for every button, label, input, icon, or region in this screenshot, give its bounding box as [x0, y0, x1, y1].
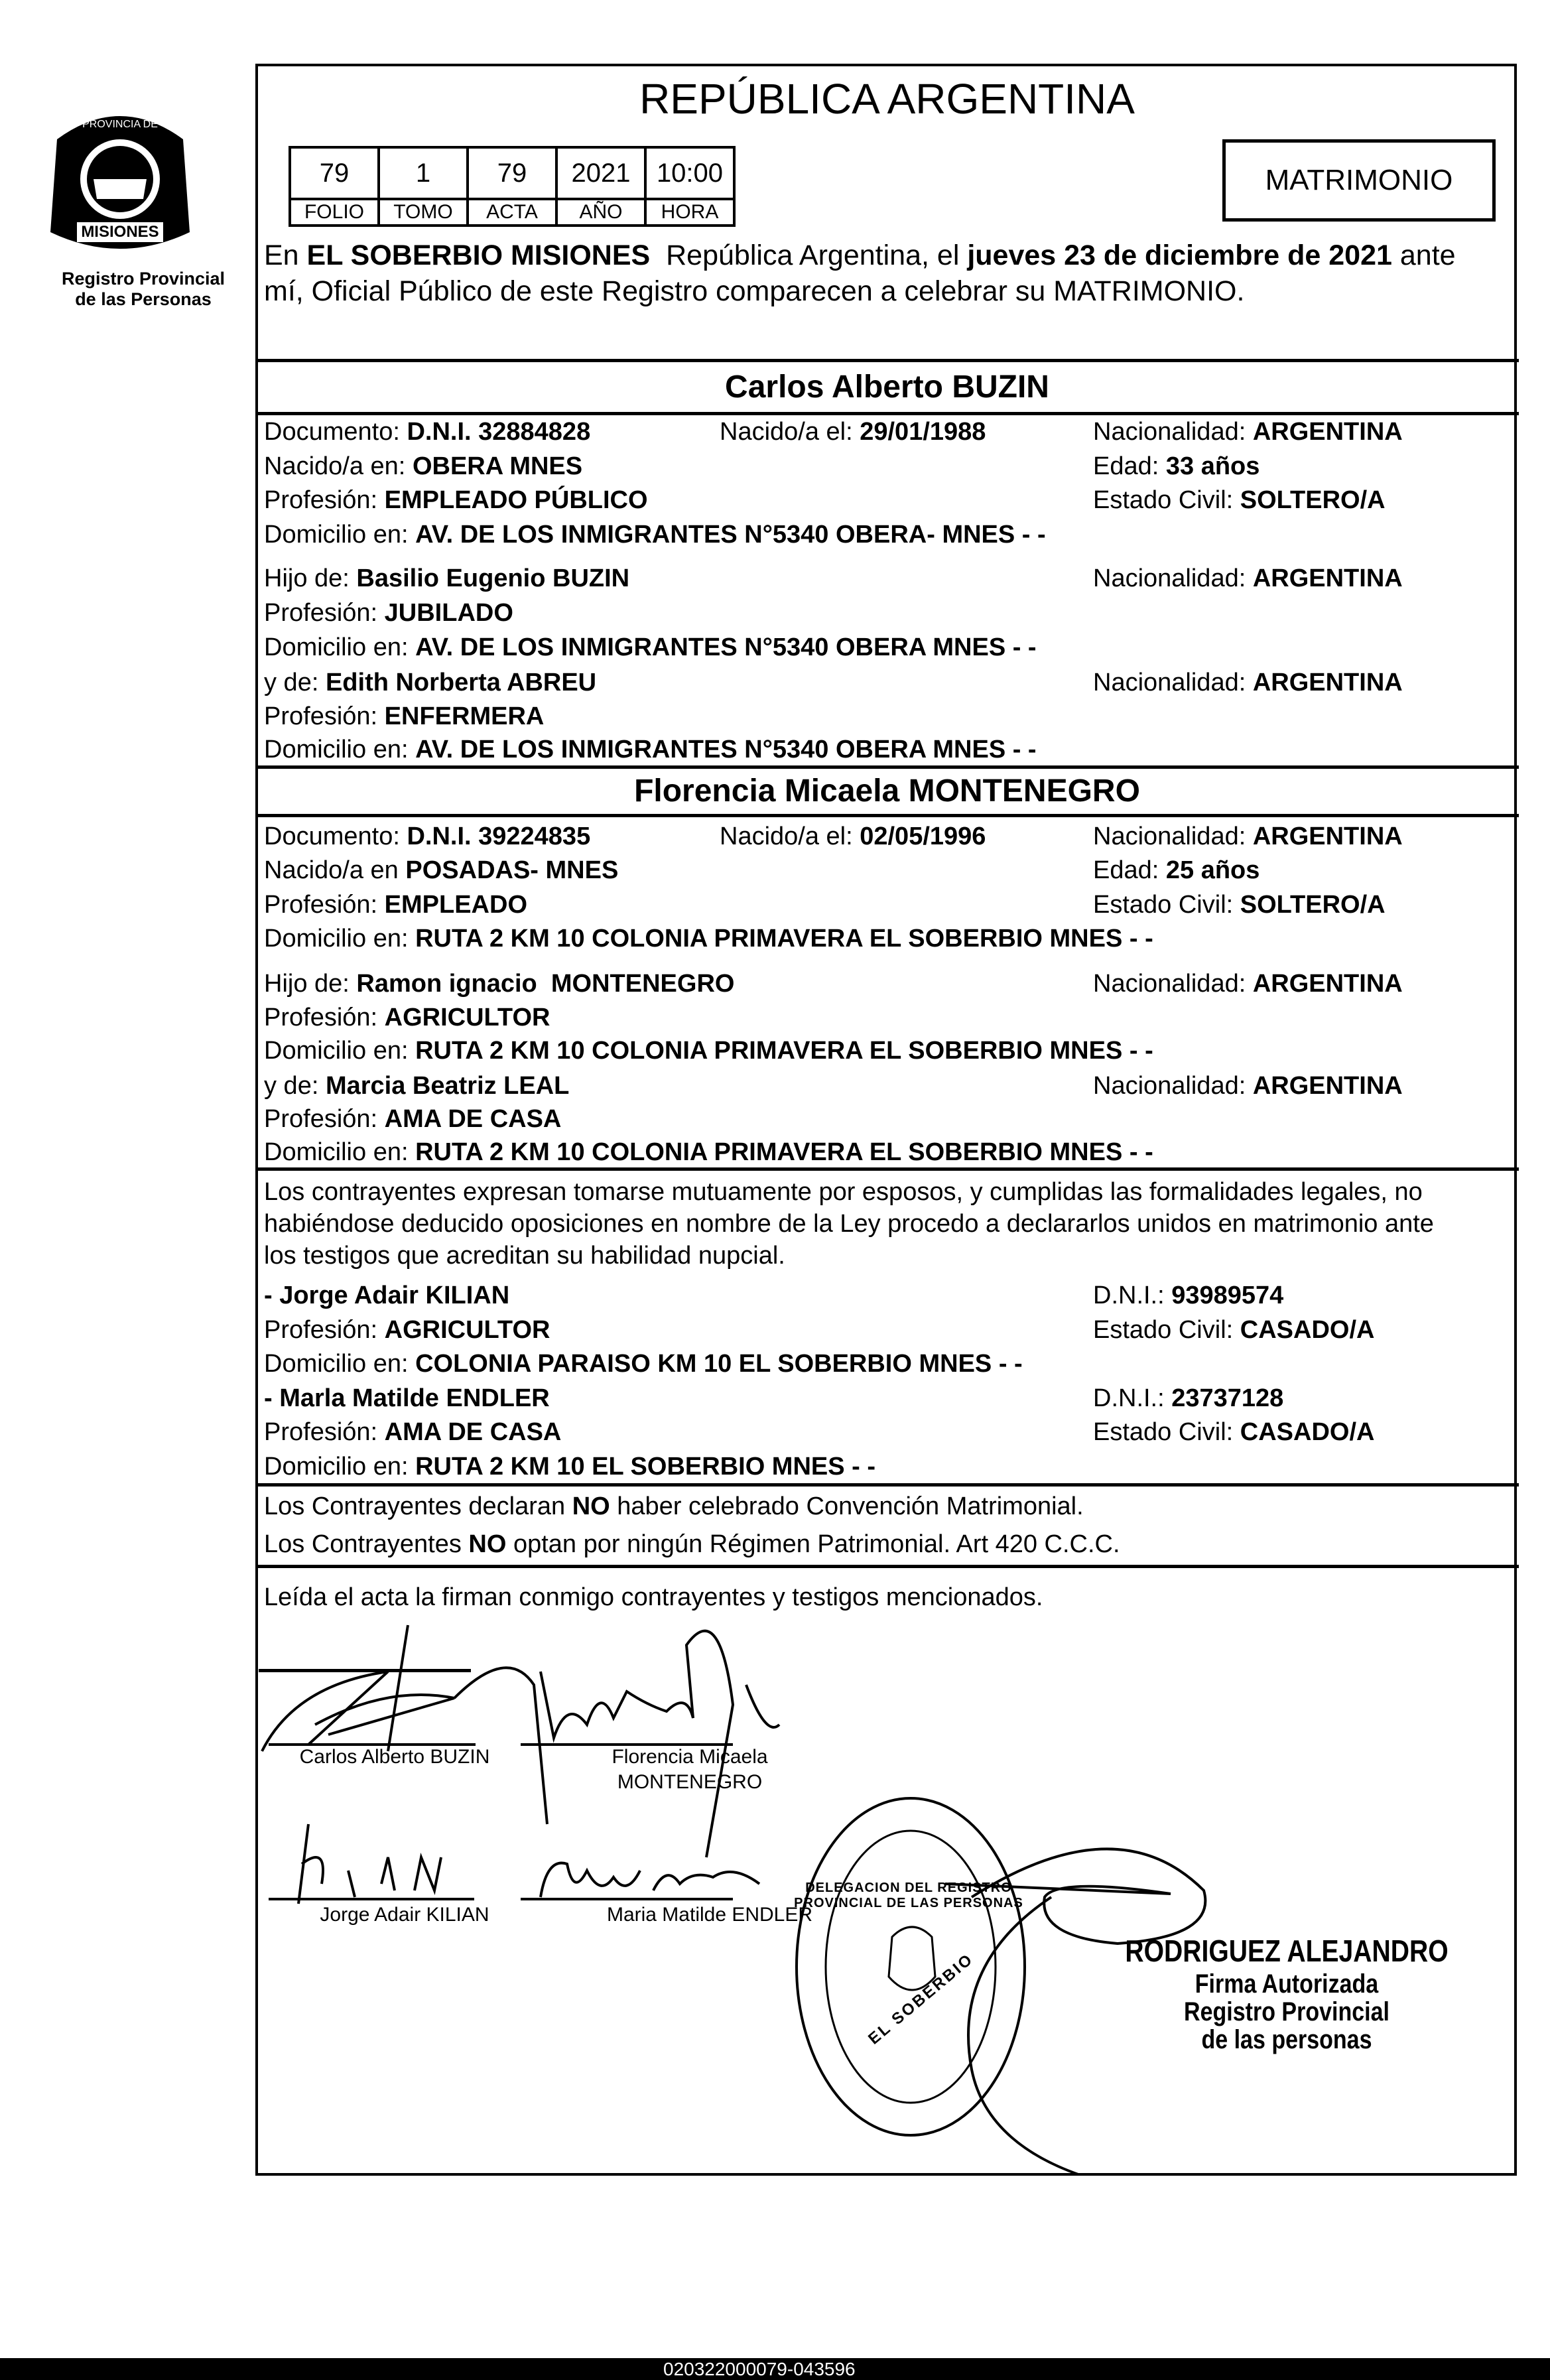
spouse2-birthdate: Nacido/a el: 02/05/1996 [720, 823, 986, 850]
witness2-civil-status: Estado Civil: CASADO/A [1093, 1418, 1375, 1446]
document-code: 020322000079-043596 [663, 2359, 856, 2379]
hora-value: 10:00 [645, 147, 734, 199]
spouse2-age: Edad: 25 años [1093, 856, 1260, 884]
act-type-box: MATRIMONIO [1222, 139, 1496, 222]
svg-text:MISIONES: MISIONES [81, 223, 159, 241]
ano-label: AÑO [556, 199, 645, 226]
official-name: RODRIGUEZ ALEJANDRO [1125, 1934, 1449, 1968]
misiones-seal-icon [31, 99, 210, 265]
logo-caption: de las Personas [75, 289, 212, 309]
spouse2-mother-address: Domicilio en: RUTA 2 KM 10 COLONIA PRIMAVERA EL SOBERBIO MNES - - [264, 1138, 1153, 1166]
spouse2-father-profession: Profesión: AGRICULTOR [264, 1004, 550, 1031]
witness2-address: Domicilio en: RUTA 2 KM 10 EL SOBERBIO MNES - - [264, 1453, 876, 1481]
stamp-inner-text: EL SOBERBIO [865, 1950, 978, 2048]
spouse1-documento: Documento: D.N.I. 32884828 [264, 418, 591, 446]
spouse2-documento: Documento: D.N.I. 39224835 [264, 823, 591, 850]
signature-label-buzin: Carlos Alberto BUZIN [299, 1746, 490, 1768]
witness1-dni: D.N.I.: 93989574 [1093, 1282, 1284, 1309]
spouse1-father-nationality: Nacionalidad: ARGENTINA [1093, 564, 1403, 592]
spouse2-profession: Profesión: EMPLEADO [264, 891, 528, 919]
divider [255, 765, 1519, 769]
spouse1-name: Carlos Alberto BUZIN [725, 369, 1049, 405]
intro-line-2: mí, Oficial Público de este Registro comparecen a celebrar su MATRIMONIO. [264, 275, 1245, 307]
spouse2-mother: y de: Marcia Beatriz LEAL [264, 1072, 570, 1100]
signature-buzin [262, 1625, 454, 1751]
divider [255, 1167, 1519, 1171]
footer-bar [0, 2358, 1550, 2380]
spouse1-father-profession: Profesión: JUBILADO [264, 599, 513, 627]
folio-label: FOLIO [290, 199, 379, 226]
signature-kilian [298, 1824, 441, 1904]
spouse1-age: Edad: 33 años [1093, 452, 1260, 480]
spouse2-civil-status: Estado Civil: SOLTERO/A [1093, 891, 1386, 919]
witness1-civil-status: Estado Civil: CASADO/A [1093, 1316, 1375, 1344]
signature-label-kilian: Jorge Adair KILIAN [320, 1904, 489, 1926]
spouse2-father-address: Domicilio en: RUTA 2 KM 10 COLONIA PRIMAVERA EL SOBERBIO MNES - - [264, 1037, 1153, 1065]
declaration-line-2: habiéndose deducido oposiciones en nombre de la Ley procedo a declararlos unidos en matrimonio ante [264, 1210, 1434, 1238]
spouse1-civil-status: Estado Civil: SOLTERO/A [1093, 486, 1386, 514]
divider [255, 1565, 1519, 1568]
spouse2-father-nationality: Nacionalidad: ARGENTINA [1093, 970, 1403, 998]
spouse2-nationality: Nacionalidad: ARGENTINA [1093, 823, 1403, 850]
signature-label-endler: Maria Matilde ENDLER [606, 1904, 813, 1926]
hora-label: HORA [645, 199, 734, 226]
witness1-address: Domicilio en: COLONIA PARAISO KM 10 EL SOBERBIO MNES - - [264, 1350, 1023, 1378]
spouse2-address: Domicilio en: RUTA 2 KM 10 COLONIA PRIMAVERA EL SOBERBIO MNES - - [264, 925, 1153, 953]
spouse1-father-address: Domicilio en: AV. DE LOS INMIGRANTES N°5340 OBERA MNES - - [264, 633, 1037, 661]
witness1-name: - Jorge Adair KILIAN [264, 1282, 510, 1309]
divider [255, 412, 1519, 415]
witness1-profession: Profesión: AGRICULTOR [264, 1316, 550, 1344]
witness2-name: - Marla Matilde ENDLER [264, 1384, 550, 1412]
declaration-line-1: Los contrayentes expresan tomarse mutuamente por esposos, y cumplidas las formalidades legales, no [264, 1178, 1423, 1206]
acta-label: ACTA [468, 199, 556, 226]
spouse1-mother-profession: Profesión: ENFERMERA [264, 702, 545, 730]
spouse1-address: Domicilio en: AV. DE LOS INMIGRANTES N°5340 OBERA- MNES - - [264, 521, 1046, 549]
stamp-text: DELEGACION DEL REGISTRO PROVINCIAL DE LAS PERSONAS [794, 1881, 1023, 1910]
spouse1-birthdate: Nacido/a el: 29/01/1988 [720, 418, 986, 446]
official-registry: Registro Provincial [1184, 1997, 1389, 2026]
spouse2-name: Florencia Micaela MONTENEGRO [634, 773, 1140, 809]
stamp-outer [797, 1798, 1025, 2135]
tomo-value: 1 [379, 147, 468, 199]
spouse2-father: Hijo de: Ramon ignacio MONTENEGRO [264, 970, 735, 998]
closing-text: Leída el acta la firman conmigo contrayentes y testigos mencionados. [264, 1583, 1043, 1611]
folio-value: 79 [290, 147, 379, 199]
tomo-label: TOMO [379, 199, 468, 226]
witness2-profession: Profesión: AMA DE CASA [264, 1418, 562, 1446]
spouse1-mother-nationality: Nacionalidad: ARGENTINA [1093, 669, 1403, 696]
intro-line-1: En EL SOBERBIO MISIONES República Argentina, el jueves 23 de diciembre de 2021 ante [264, 239, 1456, 271]
registry-table [289, 146, 736, 227]
regime-line-2: Los Contrayentes NO optan por ningún Régimen Patrimonial. Art 420 C.C.C. [264, 1530, 1120, 1558]
witness2-dni: D.N.I.: 23737128 [1093, 1384, 1284, 1412]
signature-label-montenegro: Florencia Micaela [612, 1746, 768, 1768]
divider [255, 359, 1519, 362]
official-registry-2: de las personas [1201, 2025, 1372, 2054]
official-title: Firma Autorizada [1195, 1969, 1379, 1999]
spouse1-profession: Profesión: EMPLEADO PÚBLICO [264, 486, 648, 514]
acta-value: 79 [468, 147, 556, 199]
page-title: REPÚBLICA ARGENTINA [639, 75, 1135, 123]
spouse2-mother-nationality: Nacionalidad: ARGENTINA [1093, 1072, 1403, 1100]
divider [255, 814, 1519, 817]
spouse1-birthplace: Nacido/a en: OBERA MNES [264, 452, 583, 480]
spouse2-birthplace: Nacido/a en POSADAS- MNES [264, 856, 619, 884]
ano-value: 2021 [556, 147, 645, 199]
registry-logo [31, 99, 226, 309]
svg-text:PROVINCIA DE: PROVINCIA DE [82, 119, 158, 130]
spouse1-father: Hijo de: Basilio Eugenio BUZIN [264, 564, 630, 592]
spouse1-mother-address: Domicilio en: AV. DE LOS INMIGRANTES N°5340 OBERA MNES - - [264, 736, 1037, 763]
signature-endler [541, 1863, 759, 1897]
spouse1-mother: y de: Edith Norberta ABREU [264, 669, 597, 696]
spouse1-nationality: Nacionalidad: ARGENTINA [1093, 418, 1403, 446]
regime-line-1: Los Contrayentes declaran NO haber celebrado Convención Matrimonial. [264, 1492, 1084, 1520]
declaration-line-3: los testigos que acreditan su habilidad nupcial. [264, 1242, 785, 1270]
logo-caption: Registro Provincial [61, 269, 226, 289]
spouse2-mother-profession: Profesión: AMA DE CASA [264, 1105, 562, 1133]
signature-label-montenegro-2: MONTENEGRO [617, 1771, 763, 1793]
divider [255, 1483, 1519, 1487]
